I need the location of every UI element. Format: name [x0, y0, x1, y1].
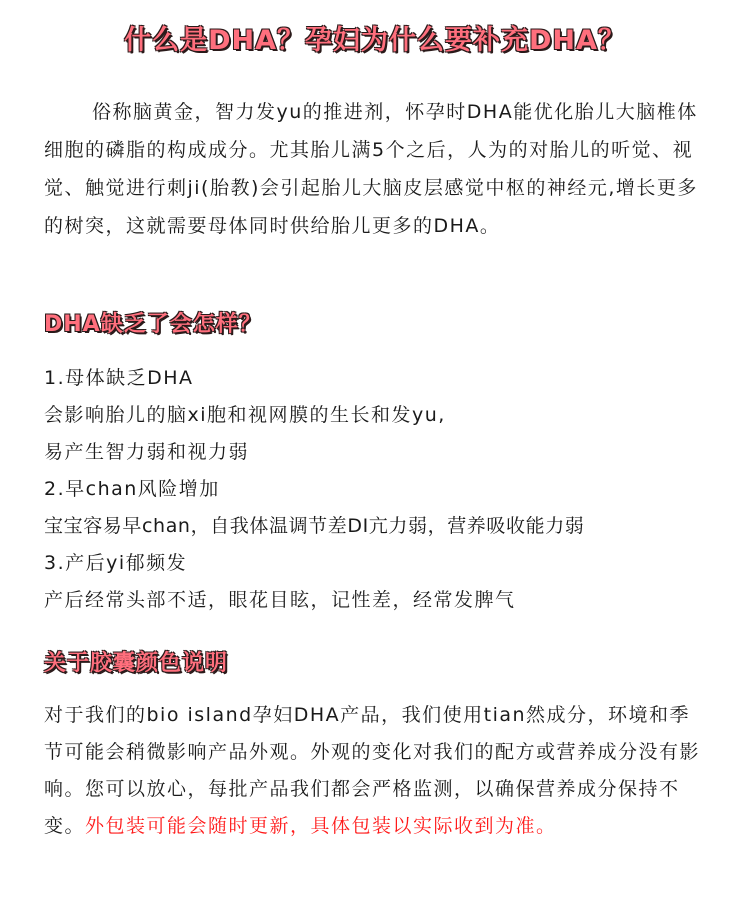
capsule-color-paragraph — [44, 697, 708, 845]
section-title-capsule-color: 关于胶囊颜色说明 — [44, 651, 229, 676]
list-item: 1.母体缺乏DHA — [44, 367, 194, 389]
list-item: 易产生智力弱和视力弱 — [44, 441, 250, 463]
main-title: 什么是DHA？孕妇为什么要补充DHA？ — [124, 25, 626, 56]
list-item: 产后经常头部不适，眼花目眩，记性差，经常发脾气 — [44, 589, 516, 611]
list-item: 2.早chan风险增加 — [44, 478, 220, 500]
list-item: 宝宝容易早chan，自我体温调节差DI亢力弱，营养吸收能力弱 — [44, 515, 585, 537]
packaging-note: 外包装可能会随时更新，具体包装以实际收到为准。 — [85, 815, 557, 837]
section-title-dha-deficiency: DHA缺乏了会怎样？ — [44, 312, 262, 337]
list-item: 3.产后yi郁频发 — [44, 552, 188, 574]
list-item: 会影响胎儿的脑xi胞和视网膜的生长和发yu, — [44, 404, 446, 426]
deficiency-list — [44, 360, 708, 619]
capsule-color-text: 对于我们的bio island孕妇DHA产品，我们使用tian然成分，环境和季节可能会稍微影响产品外观。外观的变化对我们的配方或营养成分没有影响。您可以放心，每批产品我们都会严格监测，以确保营养成分保持不变。 — [44, 704, 701, 837]
intro-paragraph: 俗称脑黄金，智力发yu的推进剂，怀孕时DHA能优化胎儿大脑椎体细胞的磷脂的构成成分。尤其胎儿满5个之后，人为的对胎儿的听觉、视觉、触觉进行刺ji(胎教)会引起胎儿大脑皮层感觉中枢的神经元,增长更多的树突，这就需要母体同时供给胎儿更多的DHA。 — [44, 101, 698, 237]
